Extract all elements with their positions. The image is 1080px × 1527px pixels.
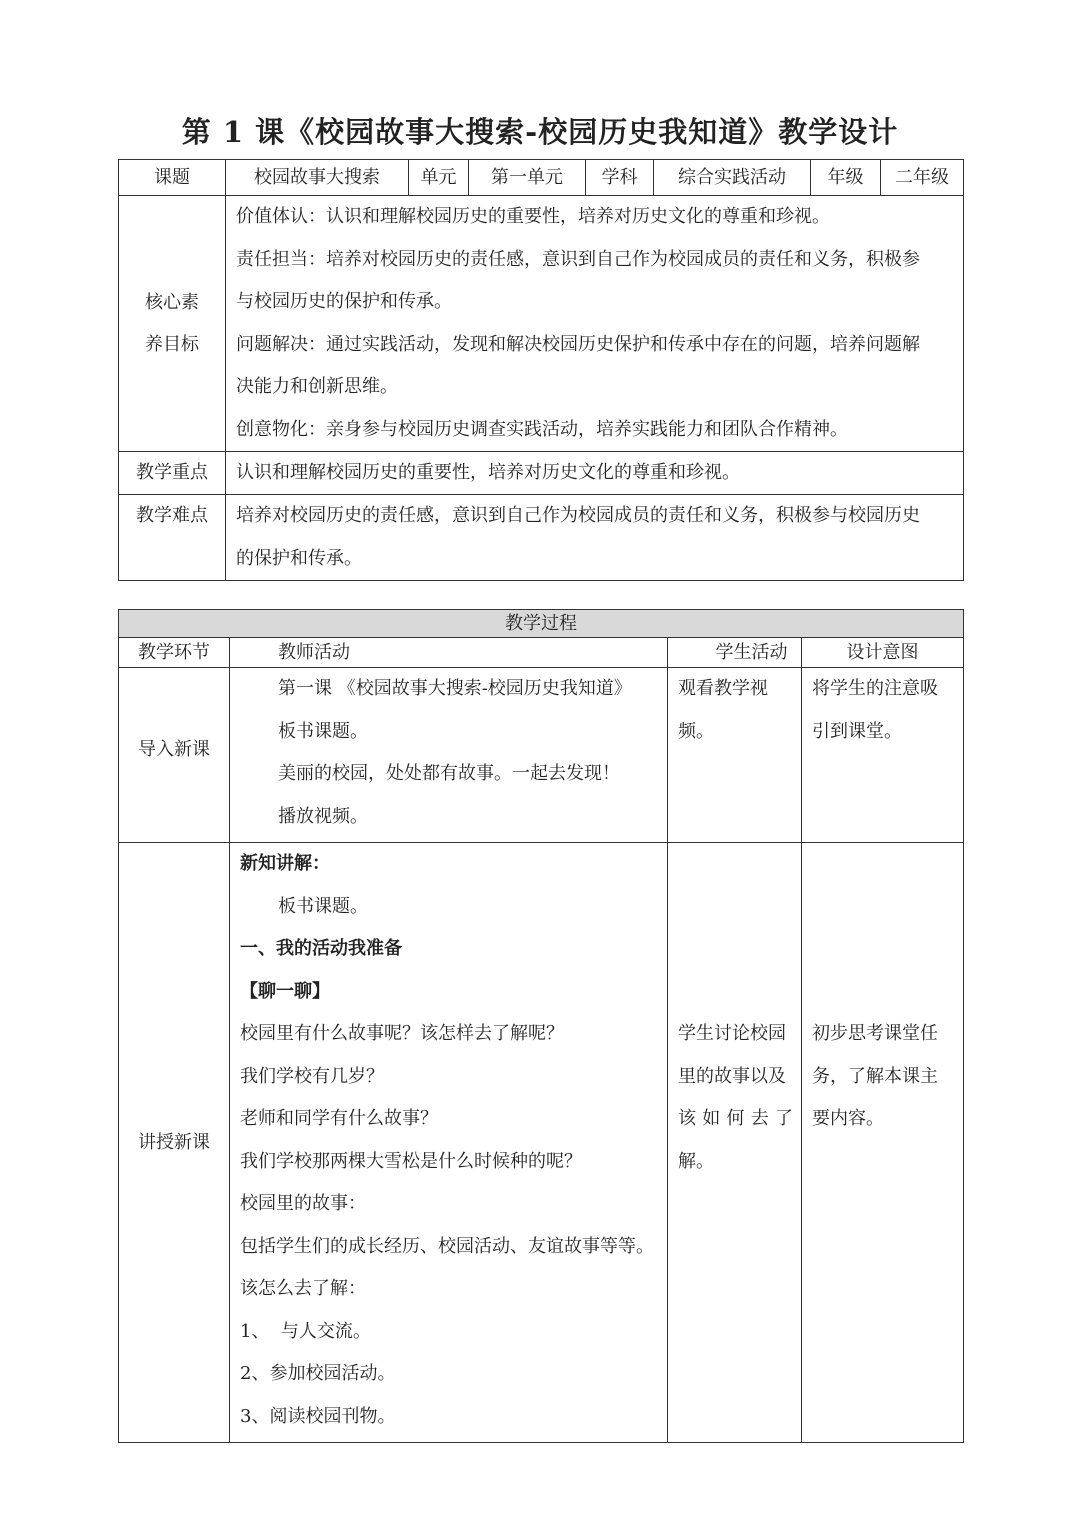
grade-label: 年级 bbox=[811, 160, 881, 196]
teach-teacher-line: 2、参加校园活动。 bbox=[240, 1363, 396, 1384]
teach-intent-line: 要内容。 bbox=[812, 1108, 884, 1129]
core-line: 价值体认：认识和理解校园历史的重要性，培养对历史文化的尊重和珍视。 bbox=[236, 206, 830, 227]
teach-teacher-line: 校园里有什么故事呢？该怎样去了解呢？ bbox=[240, 1023, 564, 1044]
teach-student bbox=[668, 843, 802, 1443]
topic-value: 校园故事大搜索 bbox=[226, 160, 409, 196]
teach-student-line: 解。 bbox=[678, 1150, 714, 1172]
core-line: 与校园历史的保护和传承。 bbox=[236, 291, 452, 312]
intro-student bbox=[668, 668, 802, 843]
spacer bbox=[678, 843, 793, 1013]
intro-intent-line: 引到课堂。 bbox=[812, 720, 902, 742]
topic-label: 课题 bbox=[119, 160, 226, 196]
teach-teacher-line: 我们学校有几岁？ bbox=[240, 1065, 384, 1087]
teach-teacher-line: 校园里的故事： bbox=[240, 1193, 366, 1214]
intro-intent-line: 将学生的注意吸 bbox=[812, 678, 938, 699]
col-header-stage: 教学环节 bbox=[119, 638, 230, 668]
teach-teacher-line: 老师和同学有什么故事？ bbox=[240, 1108, 438, 1129]
teach-teacher-line: 板书课题。 bbox=[278, 895, 368, 917]
process-header: 教学过程 bbox=[119, 610, 964, 638]
teach-intent-line: 务，了解本课主 bbox=[812, 1065, 938, 1087]
teach-stage: 讲授新课 bbox=[119, 843, 230, 1443]
teach-teacher-line: 3、阅读校园刊物。 bbox=[240, 1405, 396, 1427]
spacer bbox=[812, 843, 955, 1013]
core-line: 创意物化：亲身参与校园历史调查实践活动，培养实践能力和团队合作精神。 bbox=[236, 418, 848, 440]
teach-teacher bbox=[230, 843, 668, 1443]
teach-teacher-line: 包括学生们的成长经历、校园活动、友谊故事等等。 bbox=[240, 1235, 654, 1257]
difficulty-label: 教学难点 bbox=[119, 495, 226, 581]
difficulty-line: 培养对校园历史的责任感，意识到自己作为校园成员的责任和义务，积极参与校园历史 bbox=[236, 505, 920, 526]
teach-teacher-line: 我们学校那两棵大雪松是什么时候种的呢？ bbox=[240, 1150, 582, 1172]
intro-student-line: 观看教学视 bbox=[678, 678, 768, 699]
core-label-line2: 养目标 bbox=[145, 333, 199, 355]
teach-teacher-line: 新知讲解： bbox=[240, 853, 330, 874]
teach-student-line: 学生讨论校园 bbox=[678, 1023, 786, 1044]
teaching-process-table bbox=[118, 609, 964, 1443]
grade-value: 二年级 bbox=[881, 160, 964, 196]
key-point-text: 认识和理解校园历史的重要性，培养对历史文化的尊重和珍视。 bbox=[226, 452, 964, 495]
teach-intent bbox=[802, 843, 964, 1443]
core-goals-text bbox=[226, 196, 964, 452]
intro-teacher-line: 板书课题。 bbox=[278, 720, 368, 742]
subject-value: 综合实践活动 bbox=[654, 160, 811, 196]
core-line: 责任担当：培养对校园历史的责任感，意识到自己作为校园成员的责任和义务，积极参 bbox=[236, 248, 920, 270]
difficulty-text bbox=[226, 495, 964, 581]
page-title: 第 1 课《校园故事大搜索-校园历史我知道》教学设计 bbox=[181, 115, 899, 149]
teach-student-line: 该如何去了 bbox=[678, 1108, 793, 1129]
intro-stage: 导入新课 bbox=[119, 668, 230, 843]
intro-teacher-line: 播放视频。 bbox=[278, 805, 368, 827]
intro-intent bbox=[802, 668, 964, 843]
col-header-teacher: 教师活动 bbox=[230, 638, 668, 668]
teach-teacher-line: 该怎么去了解： bbox=[240, 1278, 366, 1299]
core-line: 问题解决：通过实践活动，发现和解决校园历史保护和传承中存在的问题，培养问题解 bbox=[236, 333, 920, 355]
col-header-student: 学生活动 bbox=[668, 638, 802, 668]
subject-label: 学科 bbox=[586, 160, 654, 196]
unit-value: 第一单元 bbox=[469, 160, 586, 196]
intro-teacher bbox=[230, 668, 668, 843]
core-label-line1: 核心素 bbox=[145, 291, 199, 313]
teach-teacher-line: 【聊一聊】 bbox=[240, 980, 330, 1002]
key-point-label: 教学重点 bbox=[119, 452, 226, 495]
teach-teacher-line: 一、我的活动我准备 bbox=[240, 938, 402, 959]
lesson-info-table bbox=[118, 159, 964, 581]
intro-student-line: 频。 bbox=[678, 720, 714, 742]
intro-teacher-line: 第一课 《校园故事大搜索-校园历史我知道》 bbox=[278, 678, 632, 699]
intro-teacher-line: 美丽的校园，处处都有故事。一起去发现！ bbox=[278, 763, 620, 784]
teach-student-line: 里的故事以及 bbox=[678, 1065, 786, 1087]
difficulty-line: 的保护和传承。 bbox=[236, 547, 362, 569]
teach-teacher-line: 1、 与人交流。 bbox=[240, 1320, 371, 1342]
core-line: 决能力和创新思维。 bbox=[236, 376, 398, 397]
unit-label: 单元 bbox=[409, 160, 469, 196]
teach-intent-line: 初步思考课堂任 bbox=[812, 1023, 938, 1044]
col-header-intent: 设计意图 bbox=[802, 638, 964, 668]
core-goals-label bbox=[119, 196, 226, 452]
